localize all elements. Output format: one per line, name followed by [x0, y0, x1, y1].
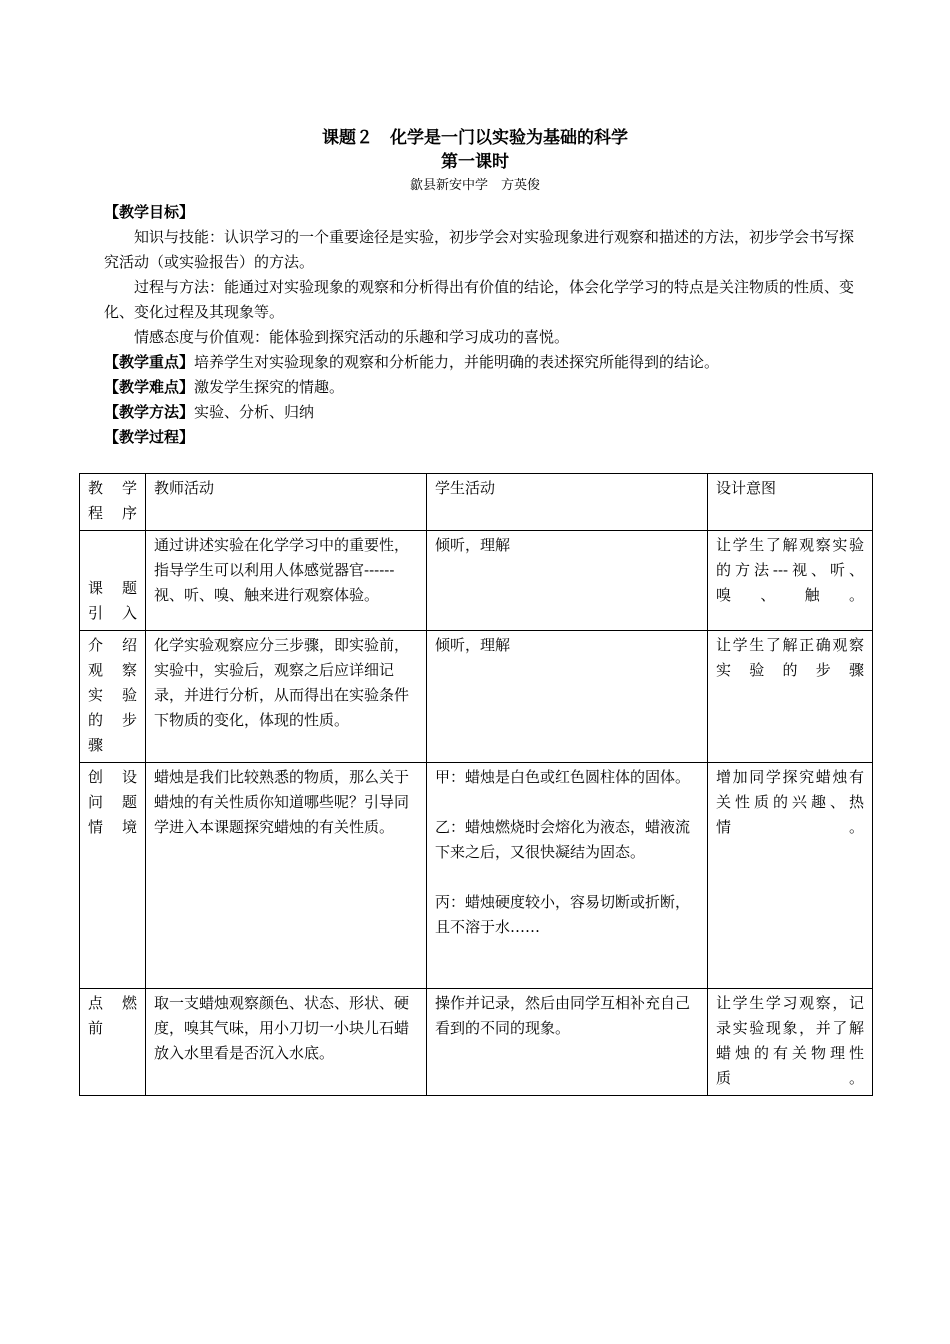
- student-cell: 倾听，理解: [427, 631, 708, 763]
- objectives-section: [104, 200, 864, 450]
- teacher-cell: 取一支蜡烛观察颜色、状态、形状、硬度，嗅其气味，用小刀切一小块儿石蜡放入水里看是否沉入水底。: [146, 989, 427, 1096]
- student-answer-b: 乙：蜡烛燃烧时会熔化为液态，蜡液流下来之后，又很快凝结为固态。: [435, 818, 691, 861]
- table-header-row: [80, 474, 873, 531]
- table-row: [80, 531, 873, 631]
- document-title: 课题２ 化学是一门以实验为基础的科学: [322, 128, 628, 148]
- table-row: [80, 763, 873, 989]
- student-cell: [427, 763, 708, 989]
- difficulties-line: [104, 375, 864, 400]
- student-cell: 倾听，理解: [427, 531, 708, 631]
- methods-heading: 【教学方法】: [104, 403, 195, 421]
- key-points-text: 培养学生对实验现象的观察和分析能力，并能明确的表述探究所能得到的结论。: [194, 353, 720, 371]
- author-line: 歙县新安中学 方英俊: [409, 178, 540, 193]
- stage-cell: 课 题引入: [80, 531, 146, 631]
- lesson-process-table: [79, 473, 873, 1096]
- key-points-heading: 【教学重点】: [104, 353, 195, 371]
- teacher-cell: 蜡烛是我们比较熟悉的物质，那么关于蜡烛的有关性质你知道哪些呢？引导同学进入本课题探究蜡烛的有关性质。: [146, 763, 427, 989]
- intent-cell: 让学生了解观察实验的方法---视、听、嗅、触。: [708, 531, 873, 631]
- process-heading: 【教学过程】: [104, 428, 195, 446]
- objectives-heading: 【教学目标】: [104, 203, 195, 221]
- student-answer-a: 甲：蜡烛是白色或红色圆柱体的固体。: [435, 768, 691, 786]
- header-student: 学生活动: [427, 474, 708, 531]
- header-teacher: 教师活动: [146, 474, 427, 531]
- difficulties-text: 激发学生探究的情趣。: [194, 378, 345, 396]
- header-intent: 设计意图: [708, 474, 873, 531]
- teacher-cell: 通过讲述实验在化学学习中的重要性，指导学生可以利用人体感觉器官------视、听、嗅、触来进行观察体验。: [146, 531, 427, 631]
- intent-cell: 让学生学习观察，记录实验现象，并了解蜡烛的有关物理性质。: [708, 989, 873, 1096]
- student-answer-c: 丙：蜡烛硬度较小，容易切断或折断，且不溶于水……: [435, 893, 691, 936]
- document-subtitle: 第一课时: [441, 152, 509, 172]
- objective-emotion: 情感态度与价值观：能体验到探究活动的乐趣和学习成功的喜悦。: [134, 328, 570, 346]
- methods-text: 实验、分析、归纳: [194, 403, 315, 421]
- table-row: [80, 989, 873, 1096]
- objective-process: 过程与方法：能通过对实验现象的观察和分析得出有价值的结论，体会化学学习的特点是关注物质的性质、变化、变化过程及其现象等。: [104, 278, 855, 321]
- intent-cell: 让学生了解正确观察实验的步骤: [708, 631, 873, 763]
- key-points-line: [104, 350, 864, 375]
- objective-knowledge: 知识与技能：认识学习的一个重要途径是实验，初步学会对实验现象进行观察和描述的方法，初步学会书写探究活动（或实验报告）的方法。: [104, 228, 855, 271]
- stage-cell: 点 燃前: [80, 989, 146, 1096]
- teacher-cell: 化学实验观察应分三步骤，即实验前，实验中，实验后，观察之后应详细记录，并进行分析，从而得出在实验条件下物质的变化，体现的性质。: [146, 631, 427, 763]
- stage-cell: 介 绍观 察实 验的 步骤: [80, 631, 146, 763]
- methods-line: [104, 400, 864, 425]
- difficulties-heading: 【教学难点】: [104, 378, 195, 396]
- stage-cell: 创 设问 题情境: [80, 763, 146, 989]
- header-stage: 教 学程序: [80, 474, 146, 531]
- intent-cell: 增加同学探究蜡烛有关性质的兴趣、热情。: [708, 763, 873, 989]
- student-cell: 操作并记录，然后由同学互相补充自己看到的不同的现象。: [427, 989, 708, 1096]
- table-row: [80, 631, 873, 763]
